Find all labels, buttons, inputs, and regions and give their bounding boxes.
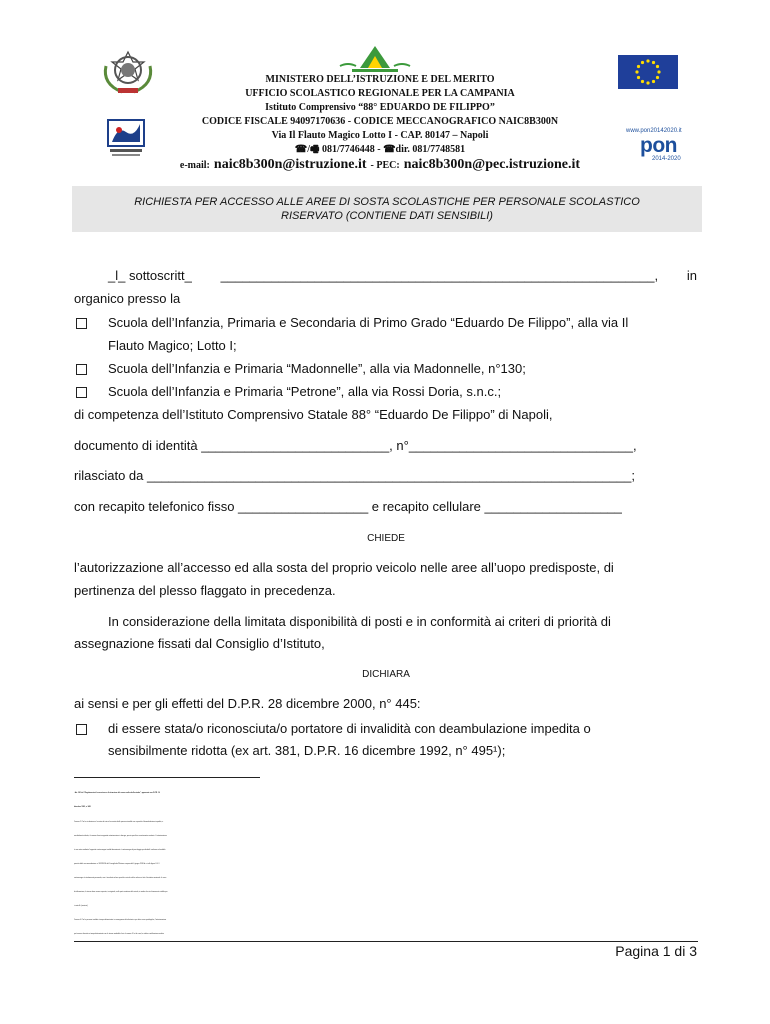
dichiara-heading: DICHIARA [362,669,410,680]
footnote-c2-line7: i controlli. (omissis). [74,906,88,907]
chiede-heading: CHIEDE [367,533,405,544]
subscriber-prefix: _l_ sottoscritt_ [108,268,192,283]
footnote-c2-line6: di utilizzazione, lo stesso deve essere esposto, in originale, nella parte anteriore del veicolo, in modo che sia chiaramente visibile per [74,892,168,893]
institute-name: Istituto Comprensivo “88° EDUARDO DE FILIPPO” [265,102,495,113]
pec-label: - PEC: [370,160,400,171]
dichiara-intro: ai sensi e per gli effetti del D.P.R. 28 dicembre 2000, n° 445: [74,696,421,711]
regional-office: UFFICIO SCOLASTICO REGIONALE PER LA CAMPANIA [245,88,515,99]
competenza-line: di competenza dell’Istituto Comprensivo Statale 88° “Eduardo De Filippo” di Napoli, [74,407,553,422]
subscriber-name-field[interactable]: ____________________________________________________________, [220,268,659,283]
chiede-line3: In considerazione della limitata disponibilità di posti e in conformità ai criteri di priorità di [108,614,611,629]
page-number: Pagina 1 di 3 [615,943,697,959]
invalidity-checkbox[interactable] [76,724,87,735]
footnote-separator [74,777,260,778]
footnote-c2-line2: sensibilmente ridotta, il comune rilascia apposita autorizzazione in deroga, previo specifico accertamento sanitario. L’autorizzazione [74,836,167,837]
fiscal-codes: CODICE FISCALE 94097170636 - CODICE MECCANOGRAFICO NAIC8B300N [201,116,559,127]
school1-checkbox[interactable] [76,318,87,329]
school1-line2: Flauto Magico; Lotto I; [108,338,237,353]
school1-line1: Scuola dell’Infanzia, Primaria e Secondaria di Primo Grado “Eduardo De Filippo”, alla via Il [108,315,629,330]
footnote-c2-line1: Comma 2. Per la circolazione e la sosta dei veicoli a servizio delle persone invalide con capacità di deambulazione impedita, o [74,822,164,823]
school2-checkbox[interactable] [76,364,87,375]
footnote-c2-line3: è resa nota mediante l’apposito contrassegno invalidi denominato: «contrassegno di parcheggio per disabili» conforme al modello [74,850,166,851]
school3-label: Scuola dell’Infanzia e Primaria “Petrone”, alla via Rossi Doria, s.n.c.; [108,384,502,399]
pec-address[interactable]: naic8b300n@pec.istruzione.it [403,157,581,172]
pon-logo: pon [640,134,677,157]
italian-republic-emblem [100,50,156,96]
footer-rule [74,941,698,942]
campania-region-logo [104,118,148,160]
subscriber-line [108,268,697,283]
phone-numbers: ☎/🖷 081/7746448 - ☎dir. 081/7748581 [294,144,466,155]
chiede-line4: assegnazione fissati dal Consiglio d’Istituto, [74,636,325,651]
document-title-line1: RICHIESTA PER ACCESSO ALLE AREE DI SOSTA SCOLASTICHE PER PERSONALE SCOLASTICO [134,196,640,208]
rilasciato-field[interactable]: rilasciato da ___________________________________________________________________; [74,468,635,483]
footnote-c2-line4: previsto dalla raccomandazione n. 98/376/CE del Consiglio dell’Unione europea del 4 giugno 1998 di cui alla figura V.4. Il [74,864,160,865]
invalidity-line1: di essere stata/o riconosciuta/o portatore di invalidità con deambulazione impedita o [108,721,591,736]
chiede-line1: l’autorizzazione all’accesso ed alla sosta del proprio veicolo nelle aree all’uopo predisposte, di [74,560,614,575]
school2-label: Scuola dell’Infanzia e Primaria “Madonnelle”, alla via Madonnelle, n°130; [108,361,526,376]
email-label: e-mail: [179,160,210,171]
chiede-line2: pertinenza del plesso flaggato in precedenza. [74,583,336,598]
pon-years: 2014-2020 [652,156,681,162]
subscriber-suffix: in [686,268,697,283]
ministry-name: MINISTERO DELL’ISTRUZIONE E DEL MERITO [265,74,495,85]
document-title-line2: RISERVATO (CONTIENE DATI SENSIBILI) [281,210,493,222]
school-address: Via Il Flauto Magico Lotto I - CAP. 80147 – Napoli [271,130,489,141]
footnote-title-line2: dicembre 1992, n° 495 [74,807,91,808]
footnote-c4-line2: può essere rilasciata a tempo determinato con le stesse modalità di cui al comma 3. In tal caso, la relativa certificazione medica [74,934,164,935]
green-triangle-logo [338,42,412,74]
recapito-field[interactable]: con recapito telefonico fisso __________________ e recapito cellulare ___________________ [74,499,622,514]
school3-checkbox[interactable] [76,387,87,398]
footnote-title-line1: ¹ Art. 381 del “Regolamento di esecuzione e di attuazione del nuovo codice della strada”, approvato con D.P.R. 16 [74,793,160,794]
document-title-box [72,186,702,232]
footnote-c4-line1: Comma 4. Per le persone invalide a tempo determinato in conseguenza di infortunio o per altre cause patologiche, l’autorizzazione [74,920,167,921]
organico-label: organico presso la [74,291,181,306]
email-line [150,155,610,173]
email-address[interactable]: naic8b300n@istruzione.it [213,157,367,172]
eu-flag-icon [618,55,678,89]
documento-field[interactable]: documento di identità __________________________, n°_______________________________, [74,438,637,453]
invalidity-line2: sensibilmente ridotta (ex art. 381, D.P.R. 16 dicembre 1992, n° 495¹); [108,743,506,758]
pon-url: www.pon20142020.it [626,128,682,134]
footnote-c2-line5: contrassegno è strettamente personale, non è vincolato ad uno specifico veicolo ed ha valore su tutto il territorio nazionale. In caso [74,878,167,879]
